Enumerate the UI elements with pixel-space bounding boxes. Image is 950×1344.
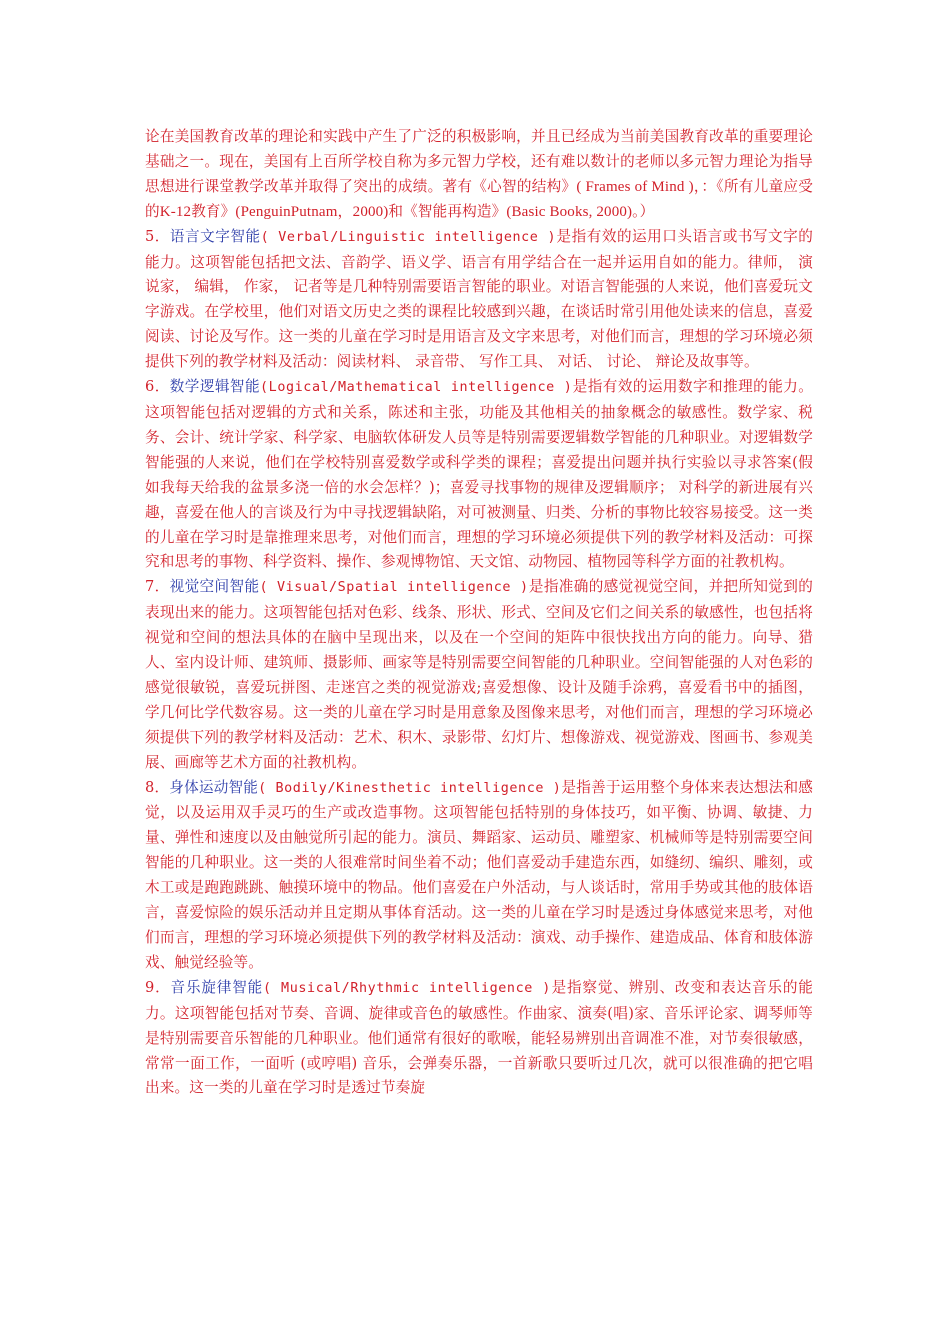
section-body: 是指有效的运用口头语言或书写文字的能力。这项智能包括把文法、音韵学、语义学、语言有用学结合在一起并运用自如的能力。律师， 演说家， 编辑， 作家， 记者等是几种特别需要语言智能的职业。对语言智能强的人来说，他们喜爱玩文字游戏。在学校里，他们对语文历史之类的课程比较感到兴趣，在谈话时常引用他处读来的信息，喜爱阅读、讨论及写作。这一类的儿童在学习时是用语言及文字来思考，对他们而言，理想的学习环境必须提供下列的教学材料及活动：阅读材料、 录音带、 写作工具、 对话、 讨论、 辩论及故事等。 (145, 227, 813, 371)
intro-text-1: 论在美国教育改革的理论和实践中产生了广泛的积极影响，并且已经成为当前美国教育改革的重要理论基础之一。现在，美国有上百所学校自称为多元智力学校，还有难以数计的老师以多元智力理论为指导思想进行课堂教学改革并取得了突出的成绩。著有《心智的结构》 (145, 128, 813, 195)
section-number: 7． (145, 578, 170, 596)
section-body: 是指有效的运用数字和推理的能力。这项智能包括对逻辑的方式和关系，陈述和主张，功能及其他相关的抽象概念的敏感性。数学家、税务、会计、统计学家、科学家、电脑软体研发人员等是特别需要逻辑数学智能的几种职业。对逻辑数学智能强的人来说，他们在学校特别喜爱数学或科学类的课程；喜爱提出问题并执行实验以寻求答案(假如我每天给我的盆景多浇一倍的水会怎样？)；喜爱寻找事物的规律及逻辑顺序； 对科学的新进展有兴趣，喜爱在他人的言谈及行为中寻找逻辑缺陷，对可被测量、归类、分析的事物比较容易接受。这一类的儿童在学习时是靠推理来思考，对他们而言，理想的学习环境必须提供下列的教学材料及活动：可探究和思考的事物、科学资料、操作、参观博物馆、天文馆、动物园、植物园等科学方面的社教机构。 (145, 378, 814, 571)
section-english-term: ( Musical/Rhythmic intelligence ) (263, 980, 551, 996)
intro-text-2: ，：《所有儿童应受的 (145, 177, 813, 220)
intro-latin-3: (PenguinPutnam，2000) (235, 203, 389, 220)
section-number: 8． (145, 778, 170, 796)
section-title: 数学逻辑智能 (169, 378, 260, 396)
section-number: 6． (145, 378, 170, 396)
intro-latin-2: K-12 (159, 203, 192, 220)
section-english-term: ( Bodily/Kinesthetic intelligence ) (258, 780, 562, 796)
section-number: 5． (145, 227, 170, 245)
section-english-term: ( Verbal/Linguistic intelligence ) (260, 229, 557, 245)
section-number: 9． (145, 978, 171, 996)
section-title: 语言文字智能 (169, 227, 261, 245)
intro-latin-4: (Basic Books, 2000) (506, 203, 633, 220)
intro-text-4: 和《智能再构造》 (388, 202, 507, 220)
section-english-term: ( Visual/Spatial intelligence ) (259, 580, 529, 596)
section-english-term: (Logical/Mathematical intelligence ) (260, 380, 573, 396)
section-title: 音乐旋律智能 (170, 978, 264, 996)
section-logical (145, 375, 813, 575)
intro-text-3: 教育》 (191, 202, 236, 220)
section-musical (145, 976, 813, 1102)
section-bodily (145, 776, 813, 976)
intro-text-5: 。） (632, 202, 655, 220)
section-title: 视觉空间智能 (169, 578, 260, 596)
section-title: 身体运动智能 (169, 778, 259, 796)
section-verbal (145, 225, 813, 375)
document-body (145, 125, 813, 1101)
intro-latin-1: ( Frames of Mind ) (576, 178, 694, 195)
section-body: 是指准确的感觉视觉空间，并把所知觉到的表现出来的能力。这项智能包括对色彩、线条、形状、形式、空间及它们之间关系的敏感性，也包括将视觉和空间的想法具体的在脑中呈现出来，以及在一个空间的矩阵中很快找出方向的能力。向导、猎人、室内设计师、建筑师、摄影师、画家等是特别需要空间智能的几种职业。空间智能强的人对色彩的感觉很敏锐，喜爱玩拼图、走迷宫之类的视觉游戏;喜爱想像、设计及随手涂鸦，喜爱看书中的插图，学几何比学代数容易。这一类的儿童在学习时是用意象及图像来思考，对他们而言，理想的学习环境必须提供下列的教学材料及活动：艺术、积木、录影带、幻灯片、想像游戏、视觉游戏、图画书、参观美展、画廊等艺术方面的社教机构。 (145, 578, 813, 771)
section-visual (145, 575, 813, 775)
section-body: 是指察觉、辨别、改变和表达音乐的能力。这项智能包括对节奏、音调、旋律或音色的敏感性。作曲家、演奏(唱)家、音乐评论家、调琴师等是特别需要音乐智能的几种职业。他们通常有很好的歌喉，能轻易辨别出音调准不准，对节奏很敏感，常常一面工作，一面听 (或哼唱) 音乐，会弹奏乐器，一首新歌只要听过几次，就可以很准确的把它唱出来。这一类的儿童在学习时是透过节奏旋 (145, 978, 814, 1097)
intro-paragraph (145, 125, 813, 225)
section-body: 是指善于运用整个身体来表达想法和感觉，以及运用双手灵巧的生产或改造事物。这项智能包括特别的身体技巧，如平衡、协调、敏捷、力量、弹性和速度以及由触觉所引起的能力。演员、舞蹈家、运动员、雕塑家、机械师等是特别需要空间智能的几种职业。这一类的人很难常时间坐着不动；他们喜爱动手建造东西，如缝纫、编织、雕刻，或木工或是跑跑跳跳、触摸环境中的物品。他们喜爱在户外活动，与人谈话时，常用手势或其他的肢体语言，喜爱惊险的娱乐活动并且定期从事体育活动。这一类的儿童在学习时是透过身体感觉来思考，对他们而言，理想的学习环境必须提供下列的教学材料及活动：演戏、动手操作、建造成品、体育和肢体游戏、触觉经验等。 (145, 778, 813, 971)
